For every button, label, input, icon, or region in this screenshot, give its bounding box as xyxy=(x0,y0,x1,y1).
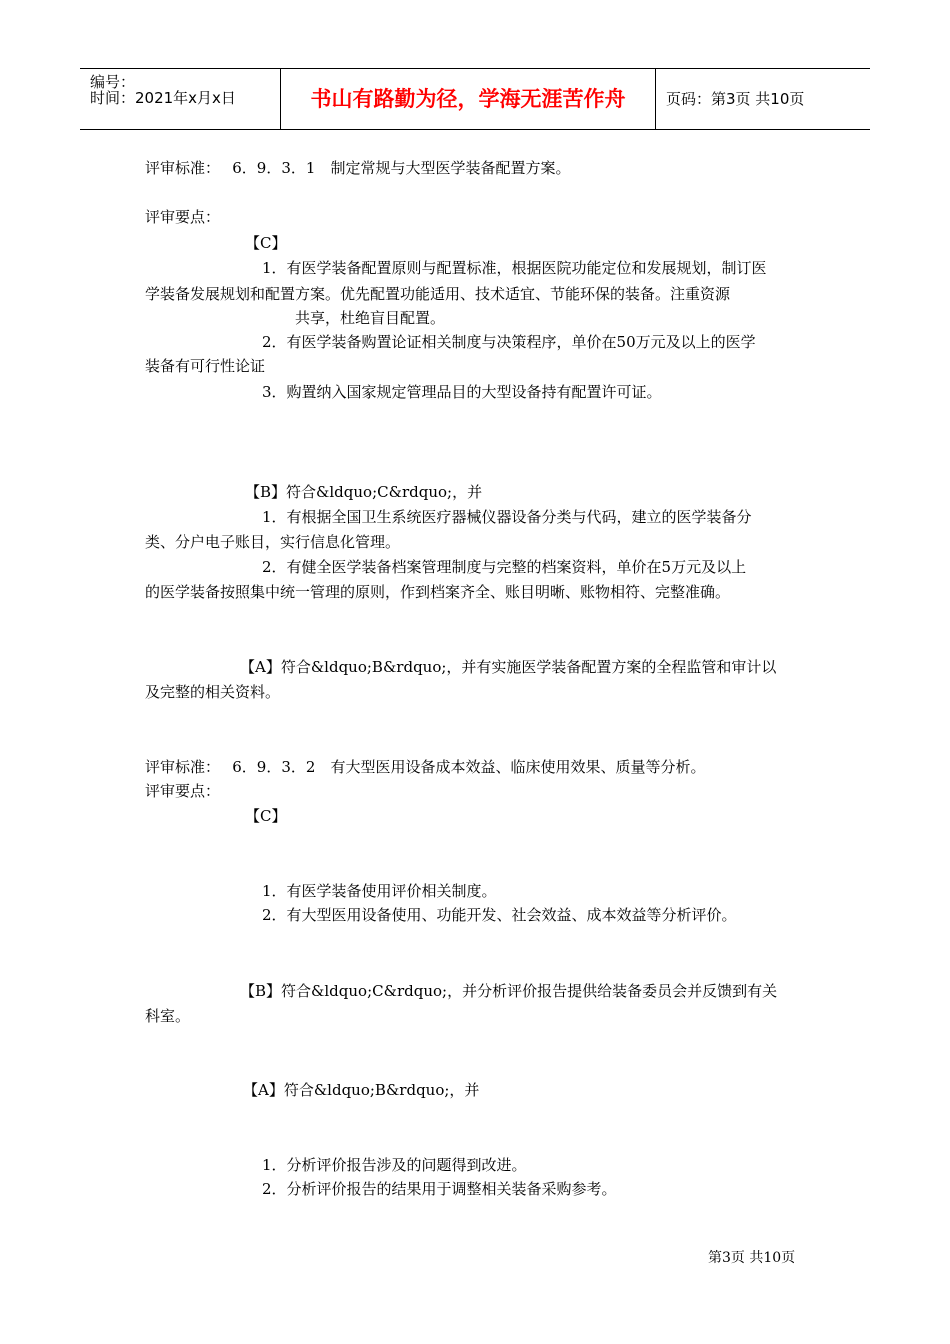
review-points-label-2: 评审要点： xyxy=(145,782,221,800)
b-item-2-line-1: 2．有健全医学装备档案管理制度与完整的档案资料，单价在5万元及以上 xyxy=(262,558,747,576)
b-item-2-line-2: 的医学装备按照集中统一管理的原则，作到档案齐全、账目明晰、账物相符、完整准确。 xyxy=(145,583,731,601)
c-item-1-line-2: 学装备发展规划和配置方案。优先配置功能适用、技术适宜、节能环保的装备。注重资源 xyxy=(145,285,731,303)
document-time-label: 时间：2021年x月x日 xyxy=(90,89,236,107)
grade-a-line-2-tag: 【A】符合&ldquo;B&rdquo;，并 xyxy=(243,1081,480,1099)
grade-b-line-2: 【B】符合&ldquo;C&rdquo;，并分析评价报告提供给装备委员会并反馈到有关 xyxy=(240,982,778,1000)
c-item-1-line-3: 共享，杜绝盲目配置。 xyxy=(295,309,446,327)
grade-b-line-1: 【B】符合&ldquo;C&rdquo;，并 xyxy=(245,483,483,501)
b-item-1-line-1: 1．有根据全国卫生系统医疗器械仪器设备分类与代码，建立的医学装备分 xyxy=(262,508,752,526)
grade-a-line-2: 及完整的相关资料。 xyxy=(145,683,281,701)
review-points-label-1: 评审要点： xyxy=(145,208,221,226)
header-page-number: 页码：第3页 共10页 xyxy=(666,90,805,108)
grade-b-line-2-cont: 科室。 xyxy=(145,1007,191,1025)
header-meta xyxy=(80,69,281,129)
c2-item-1: 1．有医学装备使用评价相关制度。 xyxy=(262,882,497,900)
c-item-2-line-1: 2．有医学装备购置论证相关制度与决策程序，单价在50万元及以上的医学 xyxy=(262,333,756,351)
a-item-2: 2．分析评价报告的结果用于调整相关装备采购参考。 xyxy=(262,1180,617,1198)
c2-item-2: 2．有大型医用设备使用、功能开发、社会效益、成本效益等分析评价。 xyxy=(262,906,737,924)
grade-c-tag-2: 【C】 xyxy=(245,807,287,825)
review-standard-2: 评审标准： 6．9．3．2 有大型医用设备成本效益、临床使用效果、质量等分析。 xyxy=(145,758,706,776)
c-item-2-line-2: 装备有可行性论证 xyxy=(145,357,266,375)
header-motto: 书山有路勤为径，学海无涯苦作舟 xyxy=(281,69,656,129)
grade-c-tag-1: 【C】 xyxy=(245,234,287,252)
document-number-label: 编号： xyxy=(90,73,136,91)
c-item-1-line-1: 1．有医学装备配置原则与配置标准，根据医院功能定位和发展规划，制订医 xyxy=(262,259,767,277)
c-item-3: 3．购置纳入国家规定管理品目的大型设备持有配置许可证。 xyxy=(262,383,662,401)
grade-a-line-1: 【A】符合&ldquo;B&rdquo;，并有实施医学装备配置方案的全程监管和审计以 xyxy=(240,658,777,676)
b-item-1-line-2: 类、分户电子账目，实行信息化管理。 xyxy=(145,533,401,551)
footer-page-number: 第3页 共10页 xyxy=(708,1250,796,1266)
review-standard-1: 评审标准： 6．9．3．1 制定常规与大型医学装备配置方案。 xyxy=(145,159,571,177)
page-header xyxy=(80,68,870,130)
a-item-1: 1．分析评价报告涉及的问题得到改进。 xyxy=(262,1156,527,1174)
